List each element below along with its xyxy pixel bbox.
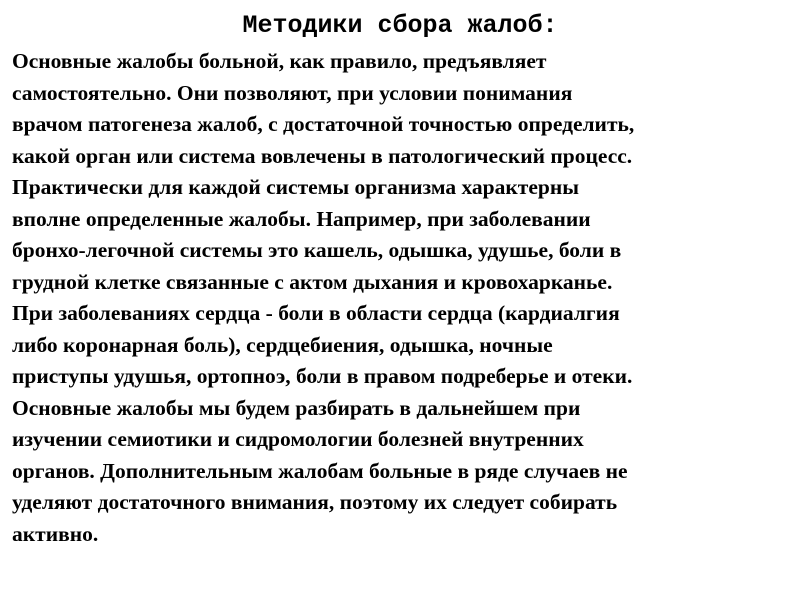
body-line: врачом патогенеза жалоб, с достаточной точностью определить, bbox=[12, 112, 635, 136]
slide-body-text bbox=[12, 46, 792, 550]
body-line: органов. Дополнительным жалобам больные в ряде случаев не bbox=[12, 458, 628, 483]
body-line: активно. bbox=[12, 521, 99, 546]
body-line: изучении семиотики и сидромологии болезней внутренних bbox=[12, 427, 584, 451]
body-line: Практически для каждой системы организма характерны bbox=[12, 175, 580, 199]
body-line: бронхо-легочной системы это кашель, одышка, удушье, боли в bbox=[12, 238, 622, 262]
body-line: приступы удушья, ортопноэ, боли в правом подреберье и отеки. bbox=[12, 364, 633, 388]
body-line: самостоятельно. Они позволяют, при условии понимания bbox=[12, 80, 573, 105]
body-line: При заболеваниях сердца - боли в области сердца (кардиалгия bbox=[12, 301, 620, 325]
body-line: либо коронарная боль), сердцебиения, одышка, ночные bbox=[12, 332, 553, 357]
slide-title: Методики сбора жалоб: bbox=[242, 11, 558, 40]
body-line: Основные жалобы мы будем разбирать в дальнейшем при bbox=[12, 395, 581, 420]
body-line: вполне определенные жалобы. Например, при заболевании bbox=[12, 206, 591, 231]
body-line: уделяют достаточного внимания, поэтому их следует собирать bbox=[12, 490, 618, 514]
body-line: Основные жалобы больной, как правило, предъявляет bbox=[12, 49, 547, 73]
body-line: какой орган или система вовлечены в патологический процесс. bbox=[12, 143, 633, 168]
body-line: грудной клетке связанные с актом дыхания и кровохарканье. bbox=[12, 269, 613, 294]
